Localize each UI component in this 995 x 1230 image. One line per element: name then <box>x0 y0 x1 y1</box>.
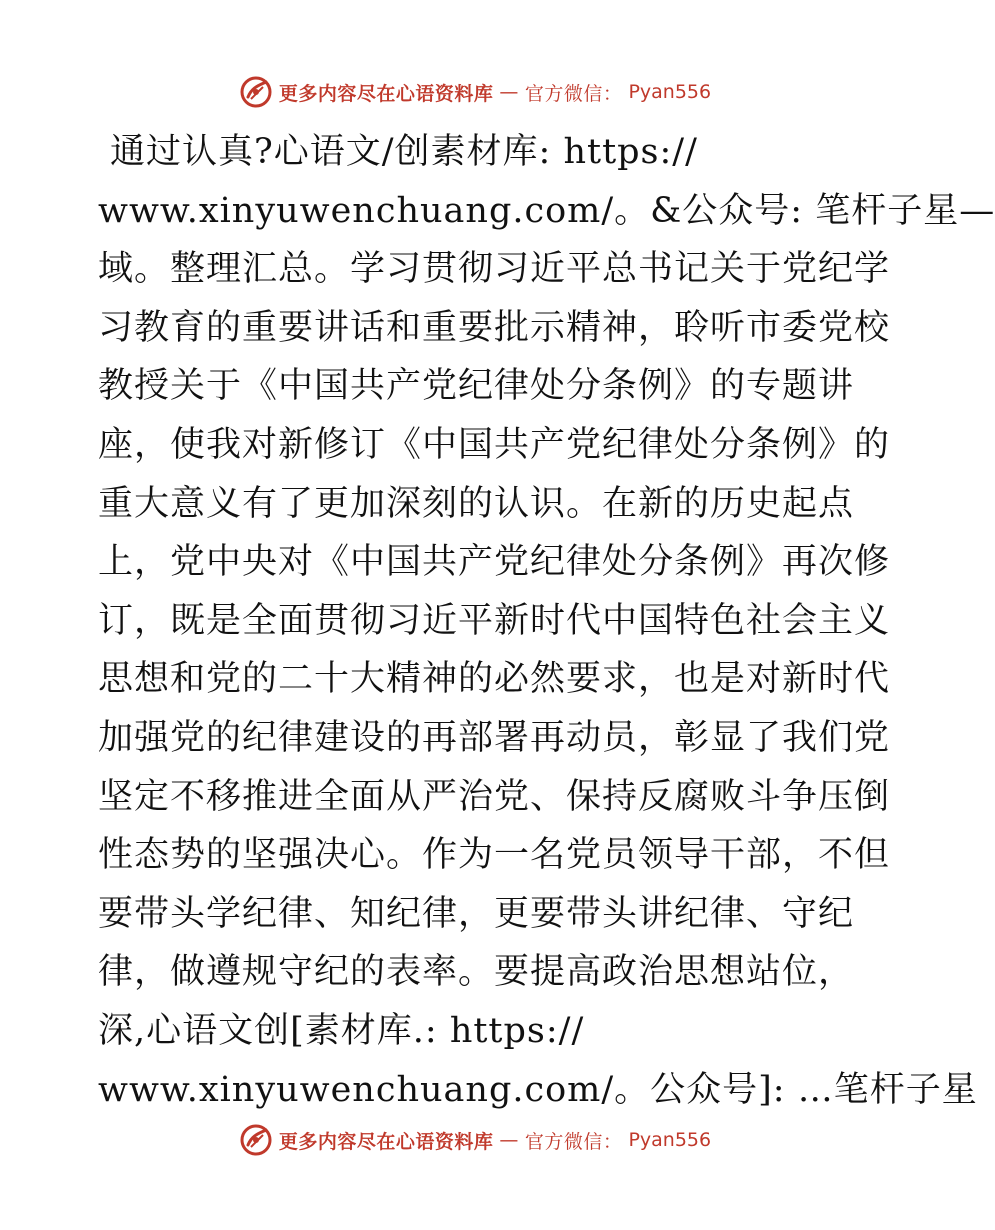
text-line: 订，既是全面贯彻习近平新时代中国特色社会主义 <box>98 600 891 641</box>
watermark-id: Pyan556 <box>628 1129 712 1151</box>
text-line: 域。整理汇总。学习贯彻习近平总书记关于党纪学 <box>98 249 891 290</box>
text-line: 座，使我对新修订《中国共产党纪律处分条例》的 <box>98 424 891 465</box>
text-line: 习教育的重要讲话和重要批示精神，聆听市委党校 <box>98 307 891 348</box>
watermark-label: 官方微信： <box>524 1130 623 1153</box>
text-line: 坚定不移推进全面从严治党、保持反腐败斗争压倒 <box>98 776 891 817</box>
text-line: 上，党中央对《中国共产党纪律处分条例》再次修 <box>98 542 891 583</box>
watermark-separator: — <box>499 81 519 103</box>
footer-watermark <box>0 1118 950 1162</box>
brand-logo-icon <box>239 75 273 109</box>
text-line: 性态势的坚强决心。作为一名党员领导干部，不但 <box>98 835 891 876</box>
text-line: www.xinyuwenchuang.com/。公众号]: …笔杆子星 <box>98 1069 978 1110</box>
brand-logo-icon <box>239 1123 273 1157</box>
text-line: 加强党的纪律建设的再部署再动员，彰显了我们党 <box>98 717 891 758</box>
text-line: 深,心语文创[素材库.: https:// <box>98 1010 585 1051</box>
watermark-text: 更多内容尽在心语资料库 <box>278 82 494 105</box>
text-line: 律，做遵规守纪的表率。要提高政治思想站位， <box>98 952 855 993</box>
text-line: 重大意义有了更加深刻的认识。在新的历史起点 <box>98 483 855 524</box>
document-body <box>98 123 995 1119</box>
watermark-text: 更多内容尽在心语资料库 <box>278 1130 494 1153</box>
text-line: 教授关于《中国共产党纪律处分条例》的专题讲 <box>98 366 855 407</box>
watermark-label: 官方微信： <box>524 82 623 105</box>
text-line: www.xinyuwenchuang.com/。&公众号: 笔杆子星— <box>98 190 995 231</box>
watermark-id: Pyan556 <box>628 81 712 103</box>
text-line: 通过认真?心语文/创素材库: https:// <box>110 132 698 172</box>
text-line: 要带头学纪律、知纪律，更要带头讲纪律、守纪 <box>98 893 855 934</box>
watermark-separator: — <box>499 1129 519 1151</box>
header-watermark <box>0 70 950 114</box>
text-line: 思想和党的二十大精神的必然要求，也是对新时代 <box>98 659 891 700</box>
